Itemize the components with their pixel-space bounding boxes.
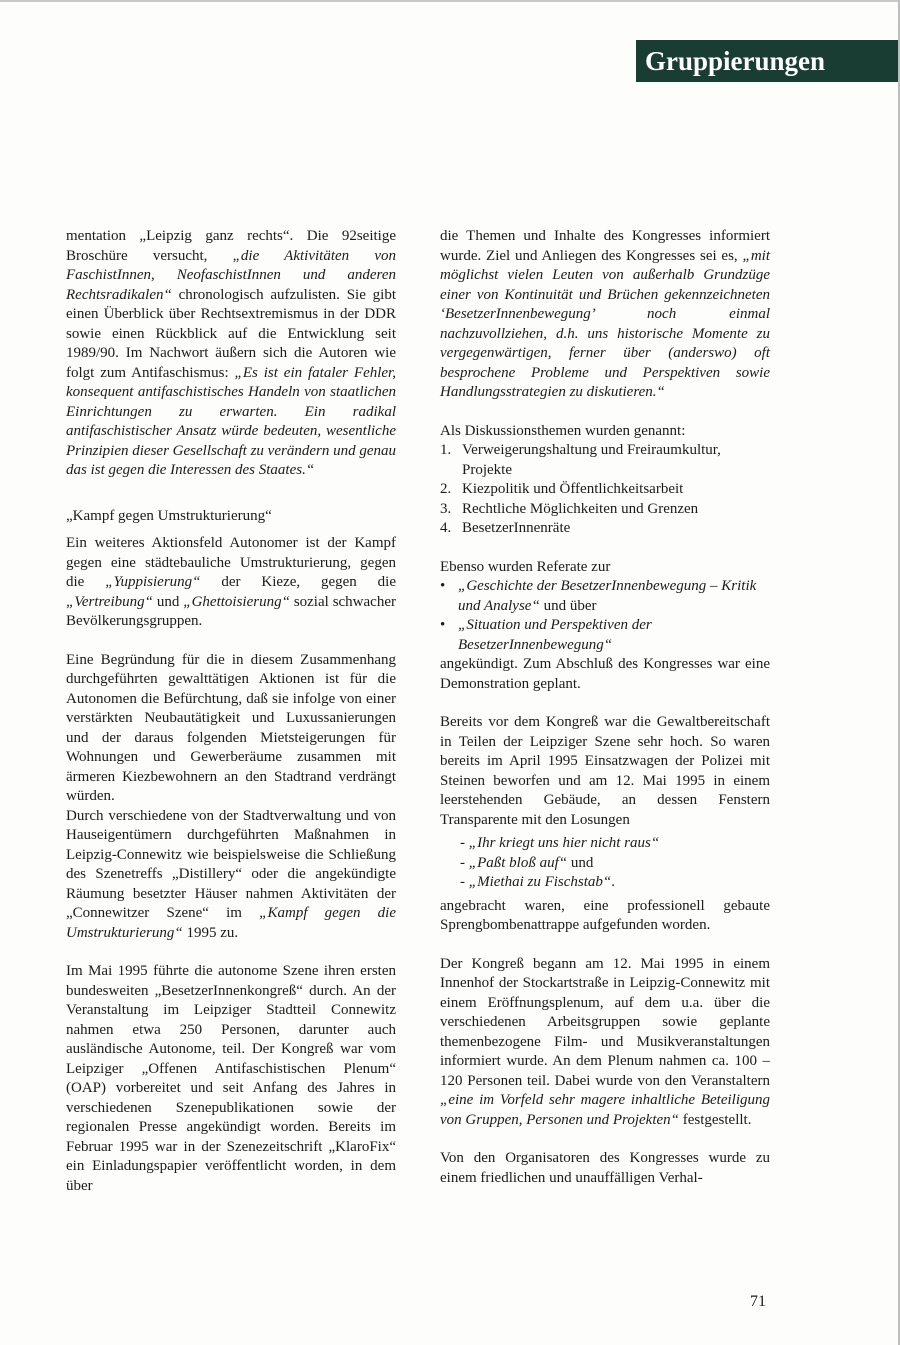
dash-marker: - bbox=[460, 835, 469, 851]
text-run: chronologisch aufzulisten. Sie gibt einen Überblick über Rechtsextremismus in der DDR sowie einen Rückblick auf die Entwicklung seit 1989/90. Im Nachwort äußern sich die Autoren wie folgt zum Antifaschismus: bbox=[66, 286, 396, 381]
text-run: Der Kongreß begann am 12. Mai 1995 in einem Innenhof der Stockartstraße in Leipzig-Connewitz mit einem Eröffnungsplenum, auf dem u.a. über die verschiedenen Arbeitsgruppen sowie geplante themenbezogene Film- und Musikveranstaltungen informiert wurde. An dem Plenum nahmen ca. 100 – 120 Personen teil. Dabei wurde von den Veranstaltern bbox=[440, 955, 770, 1089]
ref-title: „Situation und Perspektiven der BesetzerInnenbewegung“ bbox=[458, 617, 652, 653]
refs-intro: Ebenso wurden Referate zur bbox=[440, 558, 611, 575]
text-run: 1995 zu. bbox=[182, 924, 239, 941]
list-number: 4. bbox=[440, 520, 452, 536]
list-item bbox=[440, 616, 770, 655]
paragraph bbox=[440, 713, 770, 830]
dash-marker: - bbox=[460, 874, 469, 890]
slogan-text: „Ihr kriegt uns hier nicht raus“ bbox=[468, 835, 660, 851]
text-run: festgestellt. bbox=[678, 1111, 752, 1128]
text-run: Von den Organisatoren des Kongresses wurde zu einem friedlichen und unauffälligen Verhal- bbox=[440, 1150, 770, 1186]
paragraph bbox=[440, 227, 770, 403]
refs-list bbox=[440, 577, 770, 655]
text-run: sozial schwacher Bevölkerungsgruppen. bbox=[66, 593, 396, 629]
list-number: 3. bbox=[440, 500, 452, 517]
slogan-text: „Paßt bloß auf“ bbox=[468, 854, 568, 871]
italic-run: „Ghettoisierung“ bbox=[183, 593, 290, 610]
dash-marker: - bbox=[460, 854, 469, 871]
ref-title: „Geschichte der BesetzerInnenbewegung – Kritik und Analyse“ bbox=[458, 578, 757, 614]
list-item bbox=[460, 834, 770, 854]
list-item bbox=[440, 480, 770, 500]
text-run: mentation „Leipzig ganz rechts“. Die 92seitige Broschüre versucht, bbox=[66, 228, 396, 264]
paragraph bbox=[440, 897, 770, 936]
paragraph bbox=[66, 651, 396, 807]
list-item bbox=[460, 873, 770, 893]
bullet-icon: • bbox=[440, 578, 446, 594]
topics-list bbox=[440, 441, 770, 539]
text-run: der Kieze, gegen die bbox=[200, 574, 396, 590]
paragraph bbox=[440, 1149, 770, 1188]
text-run: und bbox=[152, 593, 184, 610]
italic-run: „Vertreibung“ bbox=[66, 593, 153, 610]
slogan-suffix: . bbox=[611, 874, 616, 890]
top-edge-rule bbox=[0, 0, 900, 2]
topics-intro: Als Diskussionsthemen wurden genannt: bbox=[440, 422, 686, 439]
paragraph bbox=[66, 227, 396, 481]
list-item-text: BesetzerInnenräte bbox=[462, 520, 571, 536]
italic-run: „eine im Vorfeld sehr magere inhaltliche Beteiligung von Gruppen, Personen und Projekten“ bbox=[440, 1092, 770, 1128]
list-item bbox=[440, 500, 770, 520]
page-number: 71 bbox=[750, 1293, 766, 1310]
italic-run: „Kampf gegen die Umstrukturierung“ bbox=[66, 905, 397, 941]
text-run: Durch verschiedene von der Stadtverwaltung und von Hauseigentümern durchgeführten Maßnahmen in Leipzig-Connewitz wie beispielsweise die Schließung des Szenetreffs „Distillery“ oder die angekündigte Räumung besetzter Häuser nahmen Aktivitäten der „Connewitzer Szene“ im bbox=[66, 807, 396, 921]
section-header-tab: Gruppierungen bbox=[636, 40, 898, 82]
text-run: Im Mai 1995 führte die autonome Szene ihren ersten bundesweiten „BesetzerInnenkongreß“ durch. An der Veranstaltung im Leipziger Stadtteil Connewitz nahmen etwa 250 Personen, darunter auch ausländische Autonome, teil. Der Kongreß war vom Leipziger „Offenen Antifaschistischen Plenum“ (OAP) vorbereitet und seit Anfang des Jahres in verschiedenen Szenepublikationen sowie der regionalen Presse angekündigt worden. Bereits im Februar 1995 war in der Szenezeitschrift „KlaroFix“ ein Einladungspapier veröffentlicht worden, in dem über bbox=[66, 963, 396, 1194]
list-item-text: Verweigerungshaltung und Freiraumkultur, Projekte bbox=[462, 442, 721, 478]
right-column bbox=[440, 227, 770, 1207]
paragraph bbox=[66, 534, 396, 632]
list-item bbox=[460, 854, 770, 874]
list-number: 2. bbox=[440, 481, 452, 497]
paragraph bbox=[440, 955, 770, 1131]
list-number: 1. bbox=[440, 442, 452, 458]
paragraph bbox=[66, 962, 396, 1196]
slogan-text: „Miethai zu Fischstab“ bbox=[468, 874, 612, 890]
text-run: angebracht waren, eine professionell gebaute Sprengbombenattrappe aufgefunden worden. bbox=[440, 897, 770, 933]
text-run: Ein weiteres Aktionsfeld Autonomer ist der Kampf gegen eine städtebauliche Umstrukturierung, gegen die bbox=[66, 535, 396, 590]
italic-run: „mit möglichst vielen Leuten von außerhalb Grundzüge einer von Kontinuität und Brüchen gekennzeichneten ‘BesetzerInnenbewegung’ noch einmal nachzuvollziehen, d.h. uns historische Momente zu vergegenwärtigen, ferner über (anderswo) oft besprochene Probleme und Perspektiven sowie Handlungsstrategien zu diskutieren.“ bbox=[440, 247, 770, 400]
italic-run: „die Aktivitäten von FaschistInnen, NeofaschistInnen und anderen Rechtsradikalen“ bbox=[66, 247, 396, 303]
text-run: Bereits vor dem Kongreß war die Gewaltbereitschaft in Teilen der Leipziger Szene sehr hoch. So waren bereits im April 1995 Einsatzwagen der Polizei mit Steinen beworfen und am 12. Mai 1995 in einem leerstehenden Gebäude, an dessen Fenstern Transparente mit den Losungen bbox=[440, 714, 770, 828]
italic-run: „Es ist ein fataler Fehler, konsequent antifaschistisches Handeln von staatlichen Einrichtungen zu erwarten. Ein radikal antifaschistischer Ansatz würde bedeuten, wesentliche Prinzipien dieser Gesellschaft zu verändern und genau das ist gegen die Interessen des Staates.“ bbox=[66, 364, 396, 478]
left-column bbox=[66, 227, 396, 1215]
ref-suffix: und über bbox=[539, 597, 597, 614]
text-run: die Themen und Inhalte des Kongresses informiert wurde. Ziel und Anliegen des Kongresses sei es, bbox=[440, 228, 770, 264]
paragraph: angekündigt. Zum Abschluß des Kongresses war eine Demonstration geplant. bbox=[440, 656, 770, 692]
section-heading: „Kampf gegen Umstrukturierung“ bbox=[66, 507, 272, 524]
list-item-text: Rechtliche Möglichkeiten und Grenzen bbox=[462, 500, 699, 517]
slogan-suffix: und bbox=[567, 854, 594, 871]
paragraph bbox=[66, 807, 396, 944]
list-item bbox=[440, 577, 770, 616]
italic-run: „Yuppisierung“ bbox=[105, 574, 201, 590]
bullet-icon: • bbox=[440, 617, 446, 633]
list-item bbox=[440, 519, 770, 539]
list-item bbox=[440, 441, 770, 480]
list-item-text: Kiezpolitik und Öffentlichkeitsarbeit bbox=[462, 481, 684, 497]
slogans-list bbox=[440, 834, 770, 893]
text-run: Eine Begründung für die in diesem Zusammenhang durchgeführten gewalttätigen Aktionen ist für die Autonomen die Befürchtung, daß sie infolge von einer verstärkten Neubautätigkeit und Luxussanierungen und der daraus folgenden Mietsteigerungen für Wohnungen und Gewerberäume zusammen mit ärmeren Kiezbewohnern an den Stadtrand verdrängt würden. bbox=[66, 651, 396, 804]
